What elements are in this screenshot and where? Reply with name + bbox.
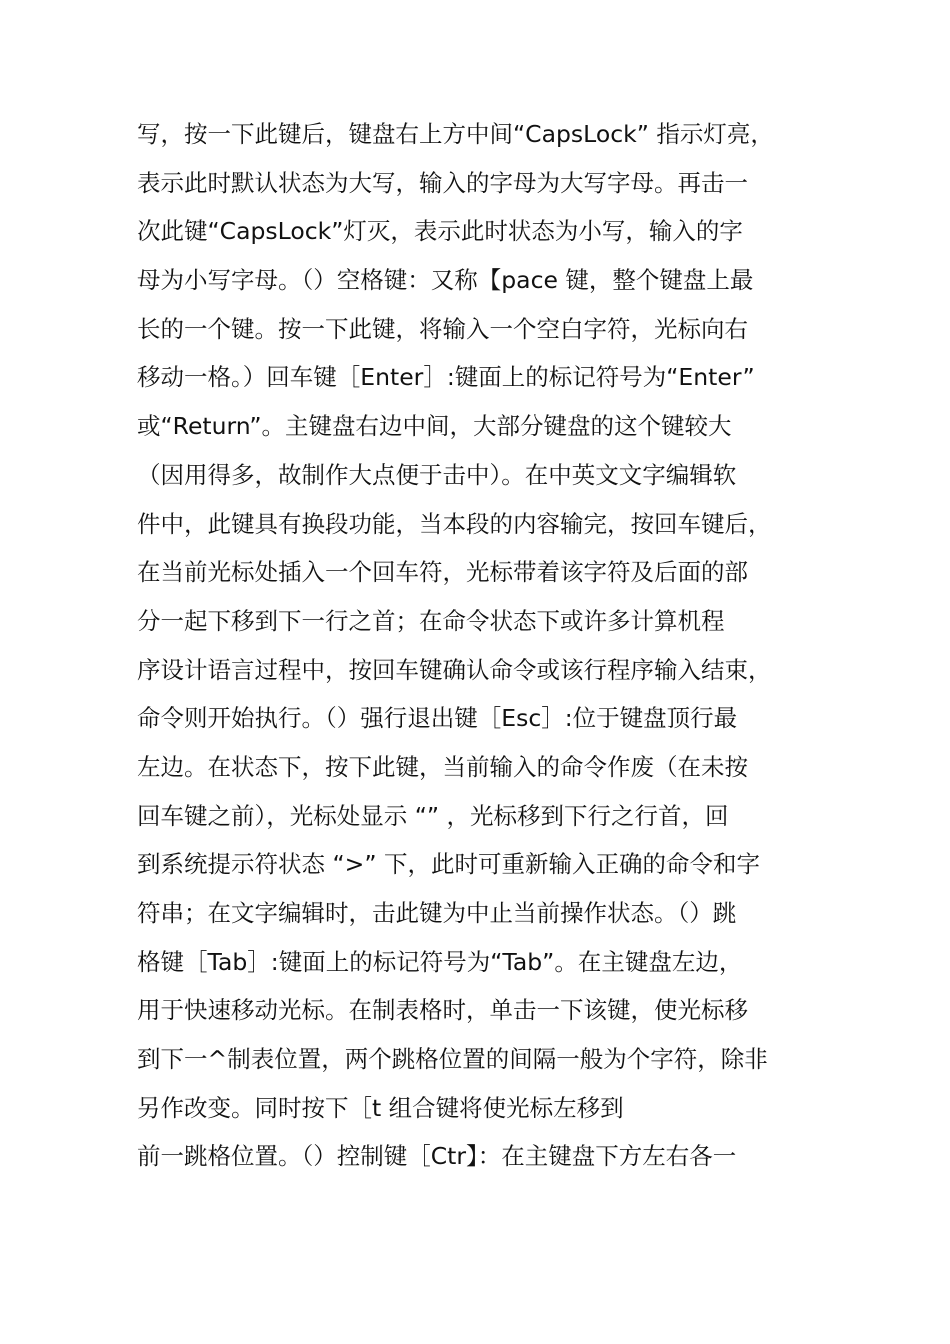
- text-line: 格键［Tab］:键面上的标记符号为“Tab”。在主键盘左边，: [137, 947, 743, 976]
- text-line: 在当前光标处插入一个回车符，光标带着该字符及后面的部: [137, 558, 748, 587]
- text-line: 件中，此键具有换段功能，当本段的内容输完，按回车键后，: [137, 509, 772, 538]
- text-line: 另作改变。同时按下［t 组合键将使光标左移到: [137, 1093, 624, 1122]
- text-line: 符串；在文字编辑时，击此键为中止当前操作状态。（）跳: [137, 899, 737, 927]
- text-line: 移动一格。）回车键［Enter］:键面上的标记符号为“Enter”: [137, 363, 755, 392]
- text-line: 到下一^制表位置，两个跳格位置的间隔一般为个字符，除非: [137, 1045, 768, 1074]
- text-line: 用于快速移动光标。在制表格时，单击一下该键，使光标移: [137, 996, 748, 1025]
- text-line: 分一起下移到下一行之首；在命令状态下或许多计算机程: [137, 606, 725, 635]
- text-line: 命令则开始执行。（）强行退出键［Esc］:位于键盘顶行最: [137, 704, 738, 733]
- text-line: 写，按一下此键后，键盘右上方中间“CapsLock” 指示灯亮，: [137, 120, 774, 148]
- text-line: （因用得多，故制作大点便于击中）。在中英文文字编辑软: [137, 460, 737, 489]
- text-line: 回车键之前），光标处显示 “” ，光标移到下行之行首，回: [137, 801, 729, 830]
- text-line: 长的一个键。按一下此键，将输入一个空白字符，光标向右: [137, 314, 748, 343]
- text-line: 前一跳格位置。（）控制键［Ctr】：在主键盘下方左右各一: [137, 1142, 737, 1171]
- text-line: 母为小写字母。（）空格键：又称【pace 键，整个键盘上最: [137, 266, 754, 295]
- text-line: 左边。在状态下，按下此键，当前输入的命令作废（在未按: [137, 752, 748, 781]
- text-line: 序设计语言过程中，按回车键确认命令或该行程序输入结束，: [137, 655, 772, 684]
- text-line: 或“Return”。主键盘右边中间，大部分键盘的这个键较大: [137, 412, 732, 441]
- text-line: 表示此时默认状态为大写，输入的字母为大写字母。再击一: [137, 168, 748, 197]
- body-text: [137, 110, 837, 1181]
- text-line: 到系统提示符状态 “>” 下，此时可重新输入正确的命令和字: [137, 850, 760, 879]
- text-line: 次此键“CapsLock”灯灭，表示此时状态为小写，输入的字: [137, 217, 743, 246]
